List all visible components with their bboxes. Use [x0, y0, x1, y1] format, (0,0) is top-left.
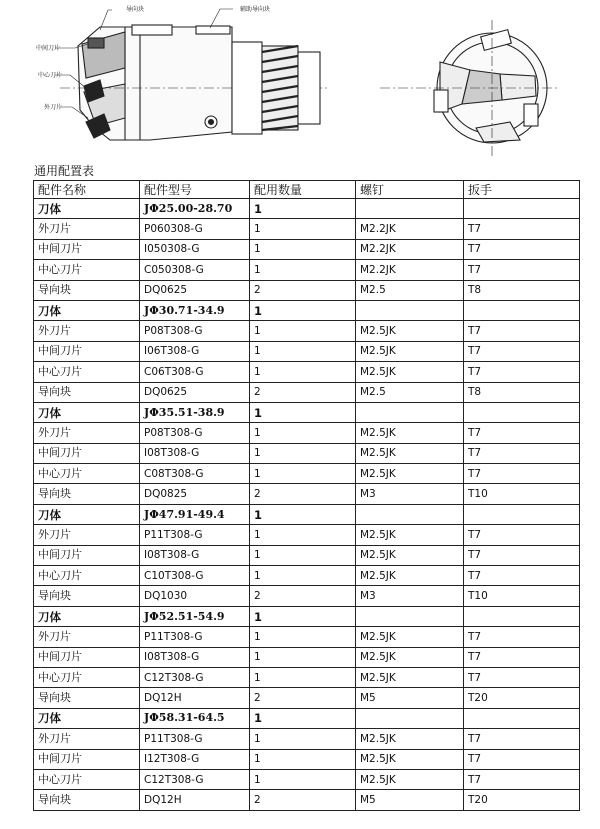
cell-wrench: T7 [464, 219, 580, 239]
cell-screw: M2.5JK [356, 749, 464, 769]
cell-quantity: 1 [250, 260, 356, 280]
cell-quantity: 1 [250, 362, 356, 382]
cell-quantity: 2 [250, 586, 356, 606]
header-part-name: 配件名称 [34, 181, 140, 199]
label-aux-guide-block: 辅助导向块 [240, 6, 271, 13]
cell-screw: M2.5JK [356, 362, 464, 382]
cell-quantity: 2 [250, 688, 356, 708]
header-part-model: 配件型号 [140, 181, 250, 199]
cell-part-model: DQ12H [140, 688, 250, 708]
cell-part-model: DQ0625 [140, 382, 250, 402]
cell-wrench [464, 300, 580, 320]
table-row-body [34, 606, 580, 626]
cell-screw: M2.5JK [356, 443, 464, 463]
cell-part-model: C050308-G [140, 260, 250, 280]
side-view [60, 25, 330, 140]
cell-quantity: 1 [250, 566, 356, 586]
cell-wrench: T7 [464, 566, 580, 586]
cell-quantity: 1 [250, 525, 356, 545]
cell-part-model: DQ1030 [140, 586, 250, 606]
cell-part-model: C12T308-G [140, 769, 250, 789]
cell-quantity: 1 [250, 239, 356, 259]
tool-drawing [0, 0, 600, 160]
table-row [34, 443, 580, 463]
cell-part-model: JΦ35.51-38.9 [140, 402, 250, 422]
cell-wrench: T7 [464, 627, 580, 647]
cell-quantity: 1 [250, 729, 356, 749]
cell-wrench: T7 [464, 749, 580, 769]
cell-part-name: 外刀片 [34, 321, 140, 341]
cell-part-name: 外刀片 [34, 423, 140, 443]
cell-screw [356, 606, 464, 626]
table-row [34, 464, 580, 484]
cell-part-model: P11T308-G [140, 627, 250, 647]
cell-part-name: 刀体 [34, 606, 140, 626]
cell-wrench: T7 [464, 341, 580, 361]
cell-part-model: P060308-G [140, 219, 250, 239]
cell-quantity: 1 [250, 749, 356, 769]
cell-wrench [464, 402, 580, 422]
table-row [34, 382, 580, 402]
cell-part-name: 中间刀片 [34, 545, 140, 565]
cell-part-model: I12T308-G [140, 749, 250, 769]
cell-screw: M2.5JK [356, 525, 464, 545]
table-row [34, 729, 580, 749]
cell-screw: M5 [356, 790, 464, 810]
cell-screw: M5 [356, 688, 464, 708]
cell-part-name: 刀体 [34, 199, 140, 219]
cell-screw: M2.2JK [356, 219, 464, 239]
cell-wrench: T7 [464, 525, 580, 545]
cell-screw [356, 504, 464, 524]
cell-screw: M2.5JK [356, 729, 464, 749]
table-row [34, 586, 580, 606]
cell-part-model: JΦ47.91-49.4 [140, 504, 250, 524]
table-row [34, 280, 580, 300]
cell-part-model: C08T308-G [140, 464, 250, 484]
table-row [34, 790, 580, 810]
table-row [34, 423, 580, 443]
cell-quantity: 2 [250, 484, 356, 504]
table-title: 通用配置表 [34, 164, 95, 178]
cell-screw [356, 300, 464, 320]
cell-screw: M2.5JK [356, 545, 464, 565]
cell-quantity: 1 [250, 300, 356, 320]
cell-part-model: P08T308-G [140, 423, 250, 443]
cell-quantity: 1 [250, 402, 356, 422]
table-row [34, 239, 580, 259]
cell-part-model: C12T308-G [140, 667, 250, 687]
cell-part-name: 外刀片 [34, 627, 140, 647]
cell-part-model: P08T308-G [140, 321, 250, 341]
cell-screw: M2.5JK [356, 341, 464, 361]
cell-part-name: 中心刀片 [34, 464, 140, 484]
cell-part-name: 中间刀片 [34, 749, 140, 769]
cell-part-model: C10T308-G [140, 566, 250, 586]
header-screw: 螺钉 [356, 181, 464, 199]
cell-quantity: 2 [250, 280, 356, 300]
cell-quantity: 1 [250, 769, 356, 789]
table-header-row [34, 181, 580, 199]
header-quantity: 配用数量 [250, 181, 356, 199]
cell-part-name: 外刀片 [34, 525, 140, 545]
cell-wrench: T7 [464, 443, 580, 463]
cell-part-name: 外刀片 [34, 729, 140, 749]
end-view [380, 20, 560, 158]
cell-quantity: 1 [250, 423, 356, 443]
cell-part-name: 导向块 [34, 382, 140, 402]
cell-quantity: 2 [250, 382, 356, 402]
cell-wrench: T7 [464, 729, 580, 749]
label-center-insert: 中心刀片 [38, 72, 63, 79]
table-row [34, 566, 580, 586]
table-row [34, 341, 580, 361]
table-row [34, 688, 580, 708]
cell-wrench: T20 [464, 790, 580, 810]
cell-quantity: 1 [250, 199, 356, 219]
cell-part-model: P11T308-G [140, 525, 250, 545]
cell-quantity: 1 [250, 627, 356, 647]
cell-part-model: P11T308-G [140, 729, 250, 749]
cell-wrench: T7 [464, 769, 580, 789]
cell-screw: M3 [356, 586, 464, 606]
table-row [34, 667, 580, 687]
cell-wrench: T7 [464, 545, 580, 565]
cell-screw [356, 402, 464, 422]
cell-part-name: 导向块 [34, 280, 140, 300]
cell-quantity: 1 [250, 545, 356, 565]
cell-part-name: 中心刀片 [34, 362, 140, 382]
cell-screw: M2.5JK [356, 566, 464, 586]
cell-wrench: T10 [464, 586, 580, 606]
cell-screw: M2.5JK [356, 667, 464, 687]
cell-quantity: 2 [250, 790, 356, 810]
cell-part-name: 中心刀片 [34, 260, 140, 280]
cell-part-model: JΦ58.31-64.5 [140, 708, 250, 728]
cell-part-name: 中间刀片 [34, 239, 140, 259]
cell-screw: M2.2JK [356, 239, 464, 259]
cell-wrench: T7 [464, 423, 580, 443]
table-row [34, 627, 580, 647]
cell-quantity: 1 [250, 708, 356, 728]
cell-screw: M2.5JK [356, 627, 464, 647]
cell-part-name: 中间刀片 [34, 341, 140, 361]
cell-part-name: 中心刀片 [34, 769, 140, 789]
table-row-body [34, 300, 580, 320]
cell-screw: M3 [356, 484, 464, 504]
cell-wrench: T7 [464, 260, 580, 280]
cell-quantity: 1 [250, 647, 356, 667]
cell-wrench: T8 [464, 280, 580, 300]
cell-part-model: JΦ30.71-34.9 [140, 300, 250, 320]
cell-quantity: 1 [250, 606, 356, 626]
table-row-body [34, 504, 580, 524]
cell-wrench: T10 [464, 484, 580, 504]
cell-part-model: DQ12H [140, 790, 250, 810]
cell-screw: M2.5 [356, 382, 464, 402]
cell-part-name: 中心刀片 [34, 566, 140, 586]
table-row [34, 749, 580, 769]
table-row [34, 484, 580, 504]
label-guide-block: 导向块 [126, 6, 145, 13]
cell-screw: M2.5JK [356, 321, 464, 341]
table-row-body [34, 402, 580, 422]
cell-part-name: 导向块 [34, 586, 140, 606]
cell-part-name: 刀体 [34, 504, 140, 524]
header-wrench: 扳手 [464, 181, 580, 199]
cell-wrench [464, 708, 580, 728]
cell-quantity: 1 [250, 667, 356, 687]
cell-part-model: I08T308-G [140, 545, 250, 565]
table-row-body [34, 199, 580, 219]
cell-screw: M2.5JK [356, 769, 464, 789]
config-table [33, 180, 580, 811]
label-outer-insert: 外刀片 [44, 104, 63, 111]
cell-wrench: T7 [464, 321, 580, 341]
cell-wrench: T20 [464, 688, 580, 708]
cell-wrench: T7 [464, 667, 580, 687]
cell-screw: M2.5JK [356, 423, 464, 443]
cell-quantity: 1 [250, 321, 356, 341]
cell-wrench [464, 199, 580, 219]
cell-part-name: 刀体 [34, 708, 140, 728]
cell-part-model: I08T308-G [140, 443, 250, 463]
table-row-body [34, 708, 580, 728]
table-body [34, 199, 580, 811]
cell-wrench: T7 [464, 239, 580, 259]
cell-wrench: T7 [464, 362, 580, 382]
table-row [34, 219, 580, 239]
cell-part-name: 导向块 [34, 790, 140, 810]
cell-quantity: 1 [250, 504, 356, 524]
cell-wrench: T7 [464, 647, 580, 667]
cell-wrench: T8 [464, 382, 580, 402]
table-row [34, 545, 580, 565]
cell-screw [356, 199, 464, 219]
cell-part-name: 中间刀片 [34, 443, 140, 463]
cell-wrench [464, 504, 580, 524]
cell-quantity: 1 [250, 464, 356, 484]
cell-part-model: I06T308-G [140, 341, 250, 361]
cell-part-name: 导向块 [34, 484, 140, 504]
cell-part-name: 中间刀片 [34, 647, 140, 667]
cell-part-model: DQ0625 [140, 280, 250, 300]
table-row [34, 525, 580, 545]
label-middle-insert: 中间刀片 [36, 45, 61, 52]
cell-part-name: 外刀片 [34, 219, 140, 239]
cell-quantity: 1 [250, 443, 356, 463]
cell-part-model: JΦ25.00-28.70 [140, 199, 250, 219]
cell-part-name: 刀体 [34, 300, 140, 320]
table-row [34, 647, 580, 667]
cell-quantity: 1 [250, 341, 356, 361]
cell-quantity: 1 [250, 219, 356, 239]
cell-wrench: T7 [464, 464, 580, 484]
cell-part-model: I08T308-G [140, 647, 250, 667]
table-row [34, 260, 580, 280]
cell-part-model: JΦ52.51-54.9 [140, 606, 250, 626]
cell-part-model: C06T308-G [140, 362, 250, 382]
cell-wrench [464, 606, 580, 626]
cell-screw: M2.5JK [356, 464, 464, 484]
cell-part-model: I050308-G [140, 239, 250, 259]
cell-screw: M2.5 [356, 280, 464, 300]
cell-part-name: 中心刀片 [34, 667, 140, 687]
cell-screw [356, 708, 464, 728]
cell-screw: M2.5JK [356, 647, 464, 667]
cell-screw: M2.2JK [356, 260, 464, 280]
cell-part-name: 导向块 [34, 688, 140, 708]
table-row [34, 321, 580, 341]
cell-part-model: DQ0825 [140, 484, 250, 504]
table-row [34, 769, 580, 789]
table-row [34, 362, 580, 382]
cell-part-name: 刀体 [34, 402, 140, 422]
